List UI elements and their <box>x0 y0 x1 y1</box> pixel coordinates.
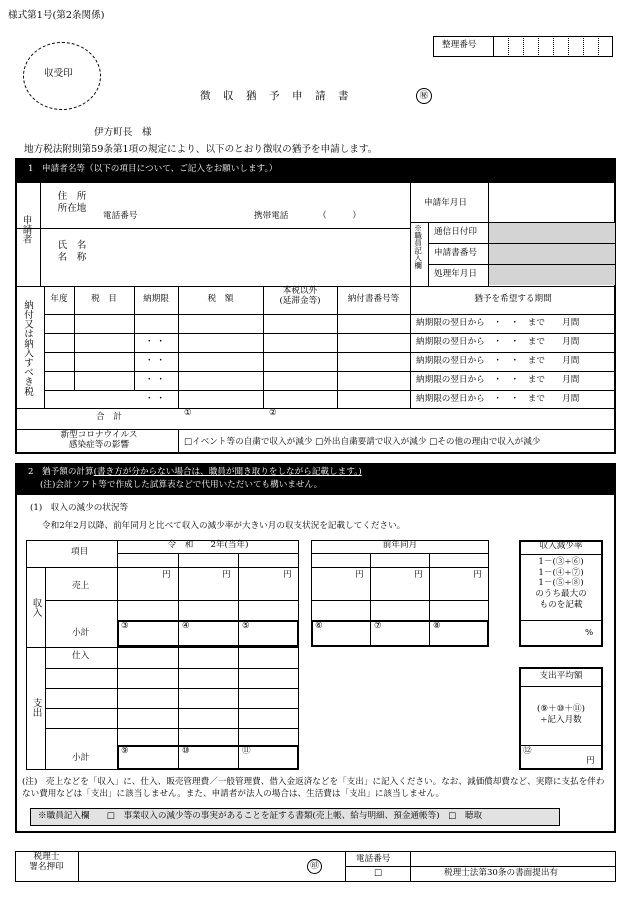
confidential-seal: ㊙ <box>416 88 432 104</box>
section2-footnote: (注) 売上などを「収入」に、仕入、販売管理費／一般管理費、借入金返済などを「支出」に記入ください。なお、減価償却費など、実際に支払を伴わない費用などは「支出」に該当しません。また、申請者が法人の場合は、生活費は「支出」に該当しません。 <box>22 777 605 800</box>
subsection-desc: 令和2年2月以降、前年同月と比べて収入の減少率が大きい月の収支状況を記載してください。 <box>42 521 406 531</box>
tax-accountant-seal: ㊞ <box>307 859 322 874</box>
total-mark-1: ① <box>184 408 192 418</box>
col-year: 年度 <box>50 294 68 304</box>
col-tax-amount: 税 額 <box>207 294 234 304</box>
deadline-dots-1: ・ ・ <box>145 337 165 347</box>
period-row-5: 納期限の翌日から ・ ・ まで 月間 <box>416 394 580 404</box>
mobile-label: 携帯電話 <box>254 211 289 221</box>
section1-heading: 1 申請者名等（以下の項目について、ご記入をお願いします。） <box>28 164 278 174</box>
document-title: 徴 収 猶 予 申 請 書 <box>200 90 350 102</box>
period-row-3: 納期限の翌日から ・ ・ まで 月間 <box>416 356 580 366</box>
name-label: 氏 名 名 称 <box>57 240 87 263</box>
income-label: 収入 <box>30 598 42 618</box>
prev-yen-2: 円 <box>414 570 423 580</box>
deadline-dots-4: ・ ・ <box>145 394 165 404</box>
total-label: 合 計 <box>96 412 122 422</box>
staff-entry-text[interactable]: ※職員記入欄 □ 事業収入の減少等の事実があることを証する書類(売上帳、給与明細、預金通帳等) □ 聴取 <box>38 811 483 821</box>
income-subtotal-label: 小計 <box>72 628 90 638</box>
receipt-stamp-label: 収受印 <box>44 68 73 79</box>
addressee: 伊方町長 様 <box>94 127 152 138</box>
col-tax-item: 税 目 <box>91 294 117 304</box>
apply-date-label: 申請年月日 <box>424 198 467 208</box>
phone-label: 電話番号 <box>103 211 138 221</box>
covid-options[interactable]: □イベント等の自粛で収入が減少 □外出自粛要請で収入が減少 □その他の理由で収入が減少 <box>184 437 541 447</box>
current-year-header: 令 和 2年(当年) <box>167 540 249 550</box>
intro-text: 地方税法附則第59条第1項の規定により、以下のとおり徴収の猶予を申請します。 <box>24 144 378 155</box>
rate-percent: % <box>585 628 594 638</box>
staff-row-1: 通信日付印 <box>434 227 477 237</box>
section2-heading: 2 猶予額の計算(書き方が分からない場合は、職員が聞き取りをしながら記載します。) <box>28 467 362 477</box>
cur-yen-1: 円 <box>162 570 171 580</box>
mark-6: ⑥ <box>315 621 323 631</box>
staff-entry-label: ※職員記入欄 <box>413 224 423 269</box>
avg-formula: (⑨＋⑩＋⑪) ÷記入月数 <box>537 704 585 726</box>
col-other-than-tax: 本税以外 (延滞金等) <box>279 286 321 306</box>
article30-label: 税理士法第30条の書面提出有 <box>444 868 559 878</box>
period-row-4: 納期限の翌日から ・ ・ まで 月間 <box>416 375 580 385</box>
period-row-1: 納期限の翌日から ・ ・ まで 月間 <box>416 318 580 328</box>
rate-title: 収入減少率 <box>539 541 583 551</box>
covid-label: 新型コロナウイルス 感染症等の影響 <box>60 430 138 450</box>
cur-yen-3: 円 <box>283 570 292 580</box>
mark-7: ⑦ <box>374 621 382 631</box>
mobile-paren: （ ） <box>318 211 361 221</box>
prev-year-header: 前年同月 <box>382 540 418 550</box>
prev-yen-1: 円 <box>355 570 364 580</box>
prev-yen-3: 円 <box>473 570 482 580</box>
avg-title: 支出平均額 <box>539 671 583 681</box>
period-row-2: 納期限の翌日から ・ ・ まで 月間 <box>416 337 580 347</box>
mark-11: ⑪ <box>242 746 251 756</box>
avg-yen: 円 <box>586 756 595 766</box>
total-mark-2: ② <box>269 408 277 418</box>
mark-5: ⑤ <box>242 621 250 631</box>
col-deadline: 納期限 <box>143 294 169 304</box>
staff-row-2: 申請書番号 <box>434 248 477 258</box>
rate-formula: 1－(③÷⑥) 1－(④÷⑦) 1－(⑤÷⑧) のうち最大の ものを記載 <box>535 557 587 610</box>
tax-accountant-label: 税理士 署名押印 <box>29 852 64 872</box>
form-number: 様式第1号(第2条関係) <box>8 10 105 21</box>
deadline-dots-3: ・ ・ <box>145 375 165 385</box>
col-period: 猶予を希望する期間 <box>474 294 552 304</box>
mark-3: ③ <box>121 621 129 631</box>
purchase-label: 仕入 <box>72 651 90 661</box>
serial-number-label: 整理番号 <box>442 40 477 50</box>
mark-10: ⑩ <box>182 746 190 756</box>
cur-yen-2: 円 <box>222 570 231 580</box>
footer-phone-label: 電話番号 <box>356 854 391 864</box>
expense-subtotal-label: 小計 <box>72 753 90 763</box>
mark-12: ⑫ <box>523 746 532 756</box>
section2-note: (注)会計ソフト等で作成した試算表などで代用いただいても構いません。 <box>40 480 323 490</box>
staff-row-3: 処理年月日 <box>434 269 477 279</box>
col-bill-number: 納付書番号等 <box>347 294 400 304</box>
deadline-dots-2: ・ ・ <box>145 356 165 366</box>
address-label: 住 所 所在地 <box>57 191 87 214</box>
applicant-label: 申請者 <box>20 215 32 244</box>
mark-9: ⑨ <box>121 746 129 756</box>
expense-label: 支出 <box>30 698 42 718</box>
mark-4: ④ <box>182 621 190 631</box>
sales-label: 売上 <box>72 581 90 591</box>
subsection-title: (1) 収入の減少の状況等 <box>30 503 129 513</box>
mark-8: ⑧ <box>433 621 441 631</box>
article30-checkbox[interactable]: □ <box>374 868 383 878</box>
item-header: 項目 <box>71 547 89 557</box>
tax-due-label: 納付又は納入すべき税 <box>22 300 34 396</box>
